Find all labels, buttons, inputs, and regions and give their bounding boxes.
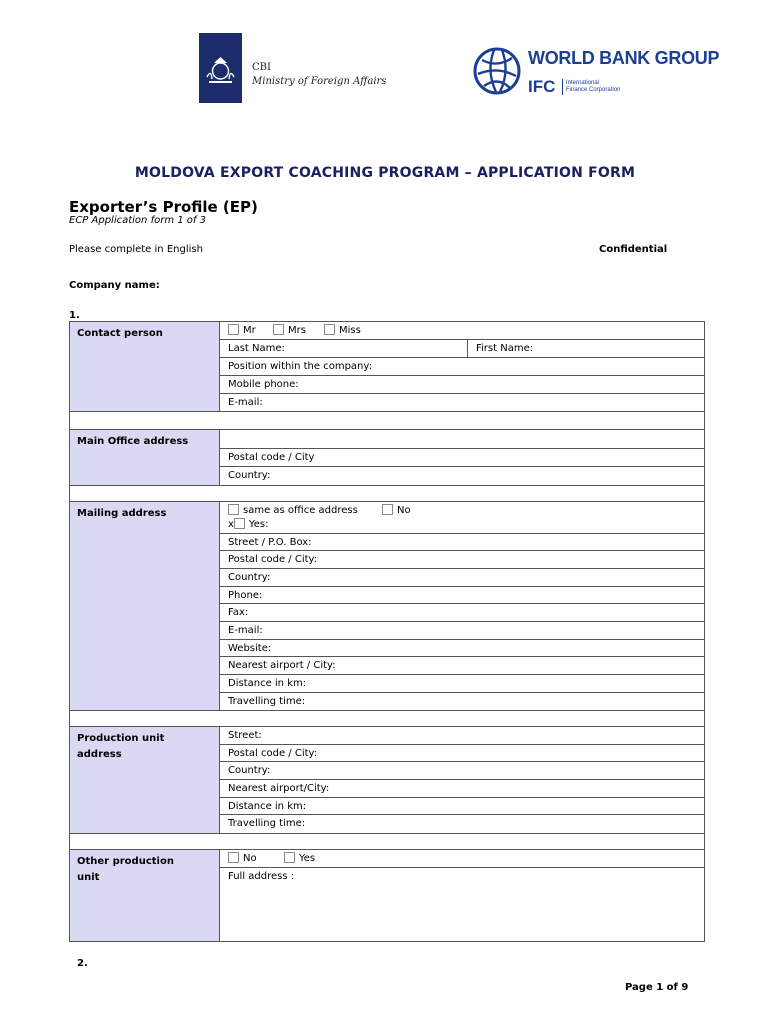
cbi-name: CBI [252, 62, 271, 73]
cbi-logo [199, 33, 399, 103]
confidential-label: Confidential [599, 244, 668, 255]
salutation-miss[interactable]: Miss [324, 324, 361, 336]
mailing-distance-field[interactable]: Distance in km: [220, 675, 704, 693]
checkbox-mrs[interactable] [273, 324, 284, 335]
salutation-row [220, 322, 704, 340]
position-field[interactable]: Position within the company: [220, 358, 704, 376]
section-heading: Exporter’s Profile (EP) [69, 198, 258, 216]
other-production-options-row [220, 850, 704, 868]
application-form-table [69, 321, 705, 942]
production-postal-field[interactable]: Postal code / City: [220, 745, 704, 762]
mailing-travel-field[interactable]: Travelling time: [228, 696, 306, 707]
spacer-row [70, 485, 704, 502]
main-office-street-field[interactable] [220, 430, 704, 449]
mailing-postal-field[interactable]: Postal code / City: [220, 551, 704, 569]
spacer-row [70, 833, 704, 850]
checkbox-same-as-office[interactable] [228, 504, 239, 515]
spacer-row [70, 411, 704, 430]
contact-email-field[interactable]: E-mail: [228, 397, 263, 408]
mailing-email-field[interactable]: E-mail: [220, 622, 704, 640]
production-street-field[interactable]: Street: [220, 727, 704, 745]
checkbox-other-yes[interactable] [284, 852, 295, 863]
last-name-field[interactable]: Last Name: [228, 343, 285, 354]
checked-mark: x [228, 519, 234, 530]
mailing-address-label: Mailing address [77, 508, 167, 519]
production-unit-label: Production unit address [77, 733, 165, 760]
production-country-field[interactable]: Country: [220, 762, 704, 780]
form-subtitle: ECP Application form 1 of 3 [69, 215, 206, 226]
other-production-label-cell [70, 850, 220, 941]
ministry-name: Ministry of Foreign Affairs [252, 76, 387, 87]
production-distance-field[interactable]: Distance in km: [220, 798, 704, 815]
contact-person-label-cell [70, 322, 220, 411]
spacer-row [70, 710, 704, 727]
checkbox-mailing-no[interactable] [382, 504, 393, 515]
other-production-label: Other production unit [77, 856, 174, 883]
checkbox-other-no[interactable] [228, 852, 239, 863]
salutation-mr[interactable]: Mr [228, 324, 256, 336]
name-row[interactable] [220, 340, 704, 358]
mailing-street-field[interactable]: Street / P.O. Box: [220, 534, 704, 551]
ifc-mark: IFC [528, 77, 556, 96]
contact-person-label: Contact person [77, 328, 163, 339]
globe-icon [472, 46, 522, 96]
mailing-address-label-cell [70, 502, 220, 710]
mailing-same-row [220, 502, 704, 534]
mobile-phone-field[interactable]: Mobile phone: [220, 376, 704, 394]
mailing-airport-field[interactable]: Nearest airport / City: [220, 657, 704, 675]
section-number-1: 1. [69, 310, 80, 321]
checkbox-mr[interactable] [228, 324, 239, 335]
production-airport-field[interactable]: Nearest airport/City: [220, 780, 704, 798]
full-address-field[interactable]: Full address : [228, 871, 295, 882]
company-name-label: Company name: [69, 280, 160, 291]
other-yes-option[interactable]: Yes [284, 852, 315, 864]
mailing-fax-field[interactable]: Fax: [220, 604, 704, 622]
main-office-label-cell [70, 430, 220, 485]
salutation-mrs[interactable]: Mrs [273, 324, 306, 336]
page-title: MOLDOVA EXPORT COACHING PROGRAM – APPLICATION FORM [134, 165, 636, 181]
mailing-no-option[interactable]: No [382, 504, 411, 516]
ifc-subtitle: International Finance Corporation [566, 80, 621, 93]
page-number: Page 1 of 9 [625, 982, 689, 993]
first-name-field[interactable]: First Name: [476, 343, 534, 354]
instruction-text: Please complete in English [69, 244, 203, 255]
mailing-country-field[interactable]: Country: [220, 569, 704, 587]
world-bank-group-title: WORLD BANK GROUP [528, 48, 720, 68]
mailing-website-field[interactable]: Website: [220, 640, 704, 657]
main-office-country-field[interactable]: Country: [228, 470, 271, 481]
netherlands-crest-icon [199, 33, 242, 103]
same-as-office-option[interactable]: same as office address [228, 504, 358, 516]
checkbox-mailing-yes[interactable] [234, 518, 245, 529]
production-travel-field[interactable]: Travelling time: [228, 818, 306, 829]
world-bank-group-logo [472, 46, 732, 106]
mailing-yes-option[interactable]: x Yes: [228, 519, 269, 530]
other-no-option[interactable]: No [228, 852, 257, 864]
mailing-phone-field[interactable]: Phone: [220, 587, 704, 604]
section-number-2: 2. [77, 958, 88, 969]
production-unit-label-cell [70, 727, 220, 833]
main-office-postal-field[interactable]: Postal code / City [220, 449, 704, 467]
main-office-label: Main Office address [77, 436, 189, 447]
checkbox-miss[interactable] [324, 324, 335, 335]
